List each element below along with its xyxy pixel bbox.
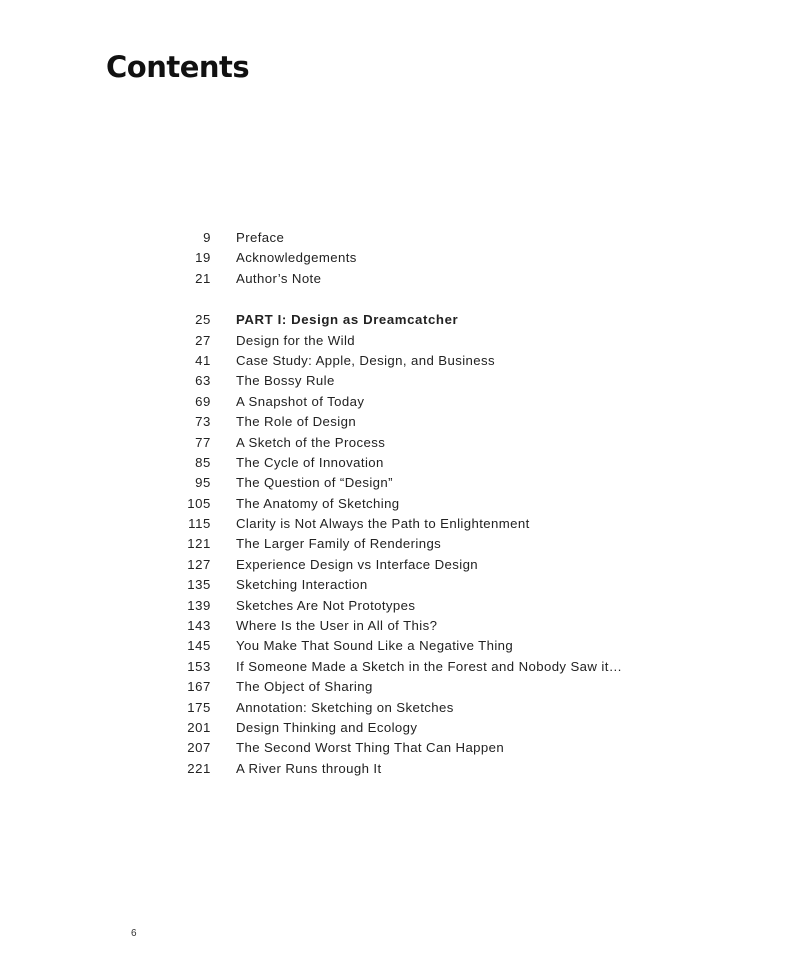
toc-part-heading[interactable] (160, 310, 660, 330)
toc-entry-title: Where Is the User in All of This? (236, 618, 438, 634)
toc-entry[interactable] (160, 738, 660, 758)
toc-entry-title: The Role of Design (236, 414, 357, 430)
toc-page-number: 201 (187, 719, 211, 735)
toc-entry[interactable] (160, 269, 660, 289)
toc-entry-title: Preface (236, 230, 285, 245)
toc-entry[interactable] (160, 392, 660, 412)
toc-entry[interactable] (160, 555, 660, 575)
toc-page-number: 19 (195, 250, 211, 266)
toc-entry-title: Author’s Note (236, 270, 322, 286)
toc-page-number: 139 (187, 597, 211, 613)
toc-entry[interactable] (160, 534, 660, 554)
toc-page-number: 69 (195, 393, 211, 409)
toc-entry-title: Case Study: Apple, Design, and Business (236, 352, 495, 368)
toc-entry-title: Annotation: Sketching on Sketches (236, 699, 454, 715)
toc-entry[interactable] (160, 412, 660, 432)
toc-entry-title: Design for the Wild (236, 332, 356, 348)
toc-entry-title: Acknowledgements (236, 250, 357, 266)
toc-entry-title: Sketches Are Not Prototypes (236, 597, 416, 613)
table-of-contents (160, 228, 660, 779)
toc-entry[interactable] (160, 433, 660, 453)
toc-page-number: 207 (187, 740, 211, 756)
toc-entry-title: The Bossy Rule (236, 373, 335, 389)
toc-entry[interactable] (160, 636, 660, 656)
toc-page-number: 115 (188, 516, 211, 532)
toc-entry[interactable] (160, 575, 660, 595)
toc-page-number: 121 (187, 536, 211, 552)
toc-entry-title: The Anatomy of Sketching (236, 495, 400, 511)
toc-entry-title: A Sketch of the Process (236, 434, 386, 450)
toc-entry[interactable] (160, 759, 660, 779)
toc-entry[interactable] (160, 453, 660, 473)
toc-page-number: 95 (195, 475, 211, 491)
toc-entry[interactable] (160, 677, 660, 697)
toc-entry[interactable] (160, 331, 660, 351)
toc-page-number: 25 (195, 312, 211, 328)
toc-page-number: 167 (187, 679, 211, 695)
toc-page-number: 105 (187, 495, 211, 511)
toc-entry-title: The Larger Family of Renderings (236, 536, 442, 552)
toc-page-number: 127 (187, 556, 211, 572)
toc-page-number: 143 (187, 618, 211, 634)
page-title: Contents (106, 50, 250, 84)
toc-entry[interactable] (160, 371, 660, 391)
toc-page-number: 175 (187, 699, 211, 715)
toc-entry[interactable] (160, 657, 660, 677)
toc-entry-title: Design Thinking and Ecology (236, 719, 418, 735)
toc-page-number: 145 (187, 638, 211, 654)
toc-entry-title: The Question of “Design” (236, 475, 393, 491)
toc-entry[interactable] (160, 718, 660, 738)
toc-entry[interactable] (160, 248, 660, 268)
toc-entry-title: Experience Design vs Interface Design (236, 556, 479, 572)
toc-page-number: 73 (195, 414, 211, 430)
toc-page-number: 27 (195, 332, 211, 348)
toc-page-number: 153 (187, 658, 211, 674)
toc-entry-title: If Someone Made a Sketch in the Forest and Nobody Saw it… (236, 658, 623, 674)
toc-page-number: 41 (195, 352, 211, 368)
toc-entry[interactable] (160, 616, 660, 636)
toc-entry-title: A Snapshot of Today (236, 393, 365, 409)
toc-page-number: 135 (187, 577, 211, 593)
toc-entry-title: Clarity is Not Always the Path to Enlightenment (236, 516, 530, 532)
toc-entry[interactable] (160, 228, 660, 248)
toc-page-number: 77 (195, 434, 211, 450)
toc-entry-title: You Make That Sound Like a Negative Thing (236, 638, 514, 654)
toc-entry-title: The Object of Sharing (236, 679, 373, 695)
toc-entry[interactable] (160, 596, 660, 616)
toc-entry[interactable] (160, 351, 660, 371)
toc-entry-title: The Cycle of Innovation (236, 454, 384, 470)
toc-page-number: 21 (195, 270, 211, 286)
toc-page-number: 63 (195, 373, 211, 389)
toc-entry[interactable] (160, 514, 660, 534)
toc-part-title: PART I: Design as Dreamcatcher (236, 312, 459, 328)
toc-entry-title: A River Runs through It (236, 760, 382, 776)
toc-entry[interactable] (160, 698, 660, 718)
toc-entry-title: Sketching Interaction (236, 577, 368, 593)
toc-page-number: 221 (187, 760, 211, 776)
toc-entry[interactable] (160, 473, 660, 493)
toc-entry[interactable] (160, 494, 660, 514)
toc-page-number: 9 (203, 230, 211, 245)
page-number: 6 (131, 928, 137, 939)
toc-page-number: 85 (195, 454, 211, 470)
toc-entry-title: The Second Worst Thing That Can Happen (236, 740, 505, 756)
